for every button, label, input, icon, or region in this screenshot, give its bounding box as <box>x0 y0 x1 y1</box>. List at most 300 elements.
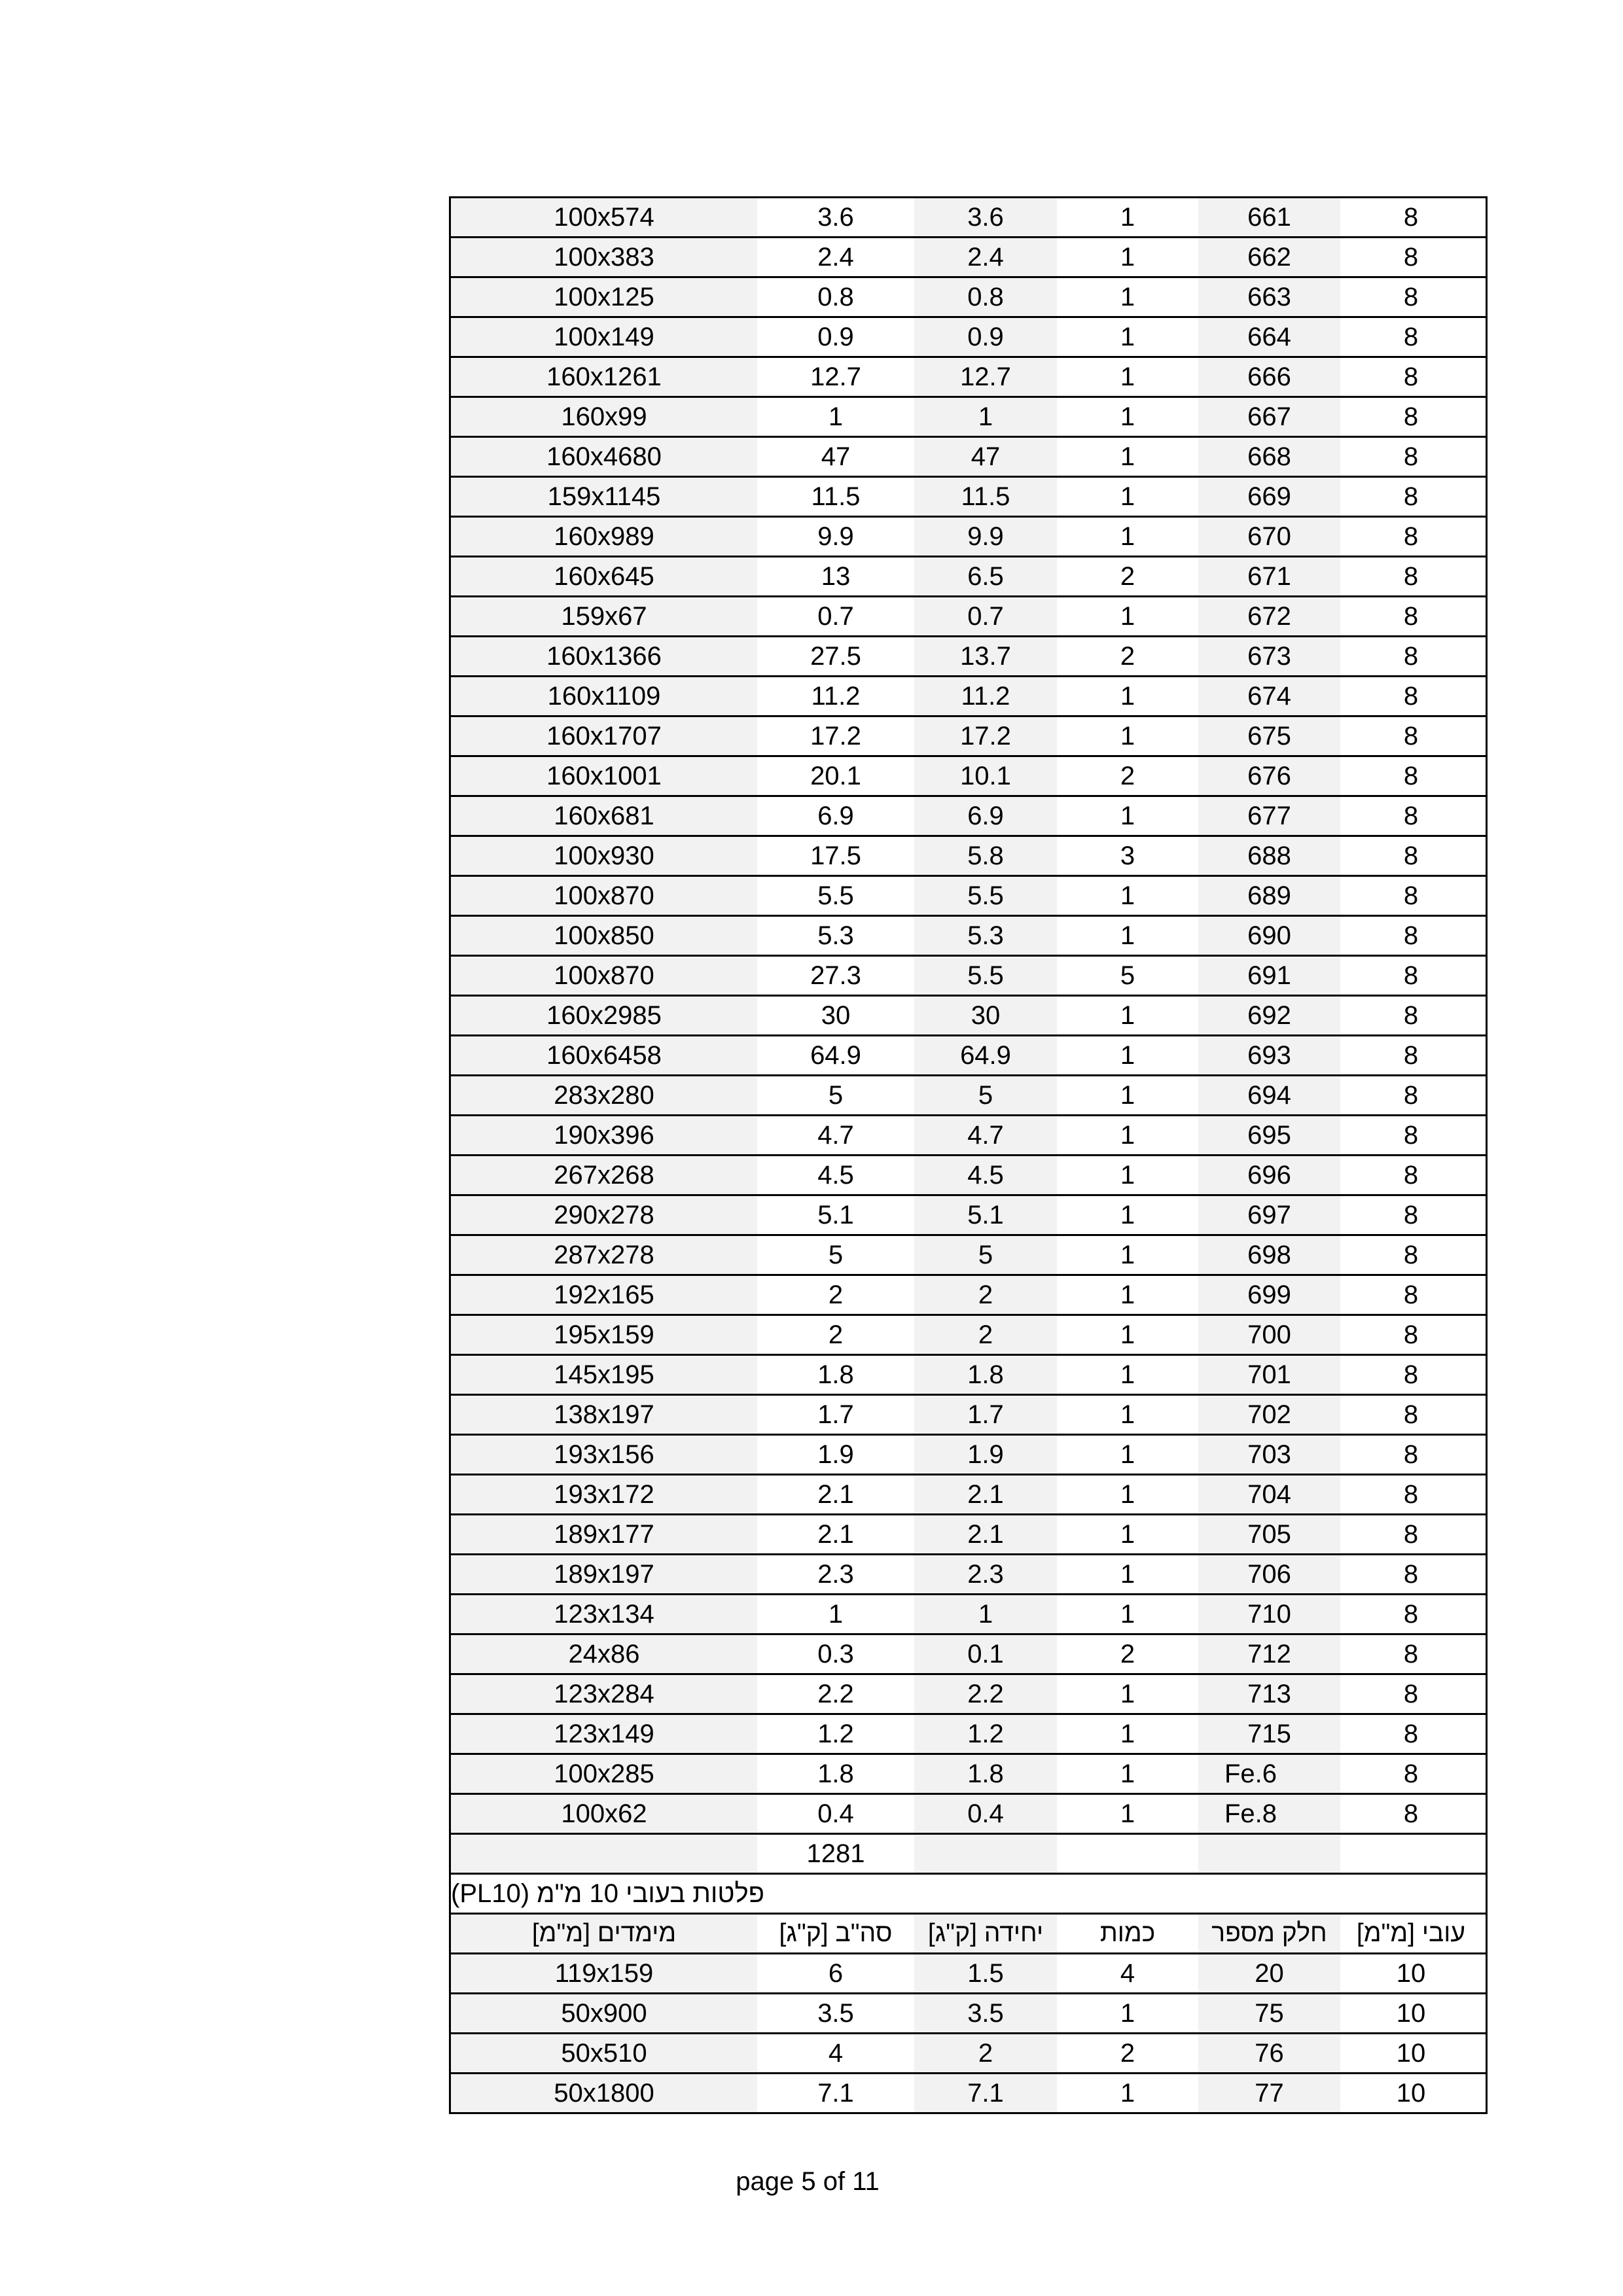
thickness-cell: 10 <box>1396 2038 1426 2068</box>
quantity-cell: 1 <box>1120 1240 1135 1269</box>
thickness-cell: 10 <box>1396 1958 1426 1988</box>
dimensions-cell: 160x989 <box>451 518 757 556</box>
dimensions-cell: 192x165 <box>451 1276 757 1314</box>
table-row <box>451 2034 1486 2074</box>
table-row <box>451 1436 1486 1475</box>
table-row <box>451 198 1486 238</box>
table-row <box>451 1755 1486 1795</box>
table-row <box>451 1236 1486 1276</box>
section-title: פלטות בעובי 10 מ"מ (PL10) <box>451 1879 765 1908</box>
dimensions-cell: 50x510 <box>451 2034 757 2072</box>
total-weight-cell: 47 <box>821 442 851 471</box>
table-row <box>451 637 1486 677</box>
dimensions-cell: 193x172 <box>451 1475 757 1513</box>
dimensions-cell: 123x134 <box>451 1595 757 1633</box>
thickness-cell: 8 <box>1403 721 1419 751</box>
table-row <box>451 1076 1486 1116</box>
table-row <box>451 1795 1486 1835</box>
thickness-cell: 8 <box>1403 921 1419 950</box>
part-number-cell: 661 <box>1198 198 1340 236</box>
total-weight-cell: 64.9 <box>810 1040 861 1070</box>
unit-weight-cell: 2.1 <box>914 1475 1057 1513</box>
quantity-cell: 1 <box>1120 1360 1135 1389</box>
thickness-cell: 8 <box>1403 1160 1419 1190</box>
total-weight-cell: 1 <box>828 1599 844 1629</box>
dimensions-cell: 100x870 <box>451 877 757 915</box>
total-weight-sum: 1281 <box>806 1839 865 1868</box>
total-weight-cell: 1.7 <box>817 1400 854 1429</box>
table-row <box>451 238 1486 278</box>
part-number-cell: 670 <box>1198 518 1340 556</box>
quantity-cell: 1 <box>1120 242 1135 272</box>
thickness-cell: 8 <box>1403 881 1419 910</box>
table-row <box>451 797 1486 837</box>
table-row <box>451 1196 1486 1236</box>
total-weight-cell: 5.1 <box>817 1200 854 1229</box>
part-number-cell: 713 <box>1198 1675 1340 1713</box>
part-number-cell: 689 <box>1198 877 1340 915</box>
dimensions-cell: 119x159 <box>451 1954 757 1992</box>
table-row <box>451 957 1486 997</box>
header-thickness: עובי [מ"מ] <box>1356 1919 1466 1947</box>
part-number-cell: 75 <box>1198 1994 1340 2032</box>
quantity-cell: 1 <box>1120 1120 1135 1150</box>
total-weight-cell: 1.8 <box>817 1360 854 1389</box>
thickness-cell: 10 <box>1396 2078 1426 2108</box>
total-weight-cell: 5 <box>828 1240 844 1269</box>
quantity-cell: 1 <box>1120 1080 1135 1110</box>
unit-weight-cell: 9.9 <box>914 518 1057 556</box>
part-number-cell: 672 <box>1198 597 1340 635</box>
part-number-cell: 77 <box>1198 2074 1340 2112</box>
total-weight-cell: 3.6 <box>817 202 854 232</box>
thickness-cell: 8 <box>1403 601 1419 631</box>
table-row <box>451 318 1486 358</box>
thickness-cell: 8 <box>1403 1000 1419 1030</box>
table-row <box>451 1036 1486 1076</box>
quantity-cell: 1 <box>1120 521 1135 551</box>
dimensions-cell: 160x4680 <box>451 438 757 476</box>
unit-weight-cell: 5.5 <box>914 957 1057 995</box>
unit-weight-cell: 10.1 <box>914 757 1057 795</box>
total-weight-cell: 2.1 <box>817 1479 854 1509</box>
dimensions-cell: 160x645 <box>451 557 757 595</box>
unit-weight-cell: 2.2 <box>914 1675 1057 1713</box>
unit-weight-cell: 11.5 <box>914 478 1057 516</box>
part-number-cell: Fe.6 <box>1198 1755 1340 1793</box>
table-row <box>451 1715 1486 1755</box>
page-number: page 5 of 11 <box>736 2167 880 2196</box>
part-number-cell: 667 <box>1198 398 1340 436</box>
part-number-cell: 710 <box>1198 1595 1340 1633</box>
table-row <box>451 1635 1486 1675</box>
quantity-cell: 1 <box>1120 1479 1135 1509</box>
unit-weight-cell: 5.3 <box>914 917 1057 955</box>
table-row <box>451 677 1486 717</box>
part-number-cell: 664 <box>1198 318 1340 356</box>
unit-weight-cell: 0.8 <box>914 278 1057 316</box>
dimensions-cell: 160x99 <box>451 398 757 436</box>
total-row-blank <box>1198 1835 1340 1873</box>
quantity-cell: 1 <box>1120 721 1135 751</box>
unit-weight-cell: 4.5 <box>914 1156 1057 1194</box>
part-number-cell: 697 <box>1198 1196 1340 1234</box>
total-weight-cell: 2.3 <box>817 1559 854 1589</box>
header-quantity: כמות <box>1099 1919 1156 1947</box>
dimensions-cell: 24x86 <box>451 1635 757 1673</box>
table-row <box>451 1396 1486 1436</box>
total-weight-cell: 11.5 <box>811 482 861 511</box>
part-number-cell: 692 <box>1198 997 1340 1034</box>
dimensions-cell: 189x177 <box>451 1515 757 1553</box>
unit-weight-cell: 6.5 <box>914 557 1057 595</box>
total-weight-cell: 9.9 <box>817 521 854 551</box>
part-number-cell: 715 <box>1198 1715 1340 1753</box>
table-row <box>451 1675 1486 1715</box>
quantity-cell: 2 <box>1120 2038 1135 2068</box>
total-weight-cell: 5 <box>828 1080 844 1110</box>
total-weight-cell: 11.2 <box>811 681 861 711</box>
table-row <box>451 717 1486 757</box>
quantity-cell: 1 <box>1120 1599 1135 1629</box>
total-weight-cell: 3.5 <box>817 1998 854 2028</box>
dimensions-cell: 160x1261 <box>451 358 757 396</box>
part-number-cell: 693 <box>1198 1036 1340 1074</box>
table-row <box>451 877 1486 917</box>
thickness-cell: 8 <box>1403 402 1419 431</box>
table-row <box>451 1515 1486 1555</box>
quantity-cell: 3 <box>1120 841 1135 870</box>
quantity-cell: 1 <box>1120 601 1135 631</box>
total-weight-cell: 5.3 <box>817 921 854 950</box>
quantity-cell: 1 <box>1120 801 1135 830</box>
unit-weight-cell: 30 <box>914 997 1057 1034</box>
unit-weight-cell: 0.7 <box>914 597 1057 635</box>
quantity-cell: 1 <box>1120 921 1135 950</box>
table-row <box>451 1116 1486 1156</box>
table-row <box>451 518 1486 557</box>
thickness-cell: 8 <box>1403 521 1419 551</box>
dimensions-cell: 138x197 <box>451 1396 757 1434</box>
thickness-cell: 8 <box>1403 1240 1419 1269</box>
thickness-cell: 8 <box>1403 322 1419 351</box>
quantity-cell: 4 <box>1120 1958 1135 1988</box>
thickness-cell: 8 <box>1403 1519 1419 1549</box>
thickness-cell: 8 <box>1403 1479 1419 1509</box>
unit-weight-cell: 6.9 <box>914 797 1057 835</box>
total-weight-cell: 6 <box>828 1958 844 1988</box>
thickness-cell: 8 <box>1403 1320 1419 1349</box>
quantity-cell: 1 <box>1120 1719 1135 1748</box>
dimensions-cell: 123x149 <box>451 1715 757 1753</box>
table-row <box>451 1555 1486 1595</box>
unit-weight-cell: 5 <box>914 1236 1057 1274</box>
plates-8mm-rows <box>451 198 1486 1835</box>
thickness-cell: 8 <box>1403 1679 1419 1708</box>
table-row <box>451 1316 1486 1356</box>
dimensions-cell: 100x62 <box>451 1795 757 1833</box>
unit-weight-cell: 1.8 <box>914 1356 1057 1394</box>
thickness-cell: 8 <box>1403 1280 1419 1309</box>
table-row <box>451 278 1486 318</box>
part-number-cell: 671 <box>1198 557 1340 595</box>
total-row <box>451 1835 1486 1875</box>
unit-weight-cell: 5.1 <box>914 1196 1057 1234</box>
part-number-cell: 704 <box>1198 1475 1340 1513</box>
total-weight-cell: 13 <box>821 561 851 591</box>
section-title-row <box>451 1875 1486 1915</box>
unit-weight-cell: 2.3 <box>914 1555 1057 1593</box>
quantity-cell: 5 <box>1120 961 1135 990</box>
dimensions-cell: 100x850 <box>451 917 757 955</box>
unit-weight-cell: 5 <box>914 1076 1057 1114</box>
part-number-cell: 705 <box>1198 1515 1340 1553</box>
total-weight-cell: 17.2 <box>810 721 861 751</box>
quantity-cell: 1 <box>1120 1998 1135 2028</box>
quantity-cell: 1 <box>1120 1200 1135 1229</box>
dimensions-cell: 50x900 <box>451 1994 757 2032</box>
part-number-cell: 694 <box>1198 1076 1340 1114</box>
quantity-cell: 1 <box>1120 881 1135 910</box>
quantity-cell: 1 <box>1120 202 1135 232</box>
thickness-cell: 8 <box>1403 1639 1419 1669</box>
quantity-cell: 1 <box>1120 1040 1135 1070</box>
total-weight-cell: 4.7 <box>817 1120 854 1150</box>
dimensions-cell: 100x285 <box>451 1755 757 1793</box>
part-number-cell: 662 <box>1198 238 1340 276</box>
dimensions-cell: 195x159 <box>451 1316 757 1354</box>
total-weight-cell: 12.7 <box>810 362 861 391</box>
quantity-cell: 1 <box>1120 1000 1135 1030</box>
thickness-cell: 10 <box>1396 1998 1426 2028</box>
quantity-cell: 1 <box>1120 1559 1135 1589</box>
unit-weight-cell: 12.7 <box>914 358 1057 396</box>
thickness-cell: 8 <box>1403 841 1419 870</box>
table-row <box>451 997 1486 1036</box>
quantity-cell: 2 <box>1120 1639 1135 1669</box>
part-number-cell: 677 <box>1198 797 1340 835</box>
part-number-cell: 673 <box>1198 637 1340 675</box>
table-row <box>451 1156 1486 1196</box>
part-number-cell: 700 <box>1198 1316 1340 1354</box>
thickness-cell: 8 <box>1403 801 1419 830</box>
dimensions-cell: 50x1800 <box>451 2074 757 2112</box>
quantity-cell: 1 <box>1120 1759 1135 1788</box>
unit-weight-cell: 2 <box>914 1276 1057 1314</box>
total-weight-cell: 2.2 <box>817 1679 854 1708</box>
quantity-cell: 1 <box>1120 442 1135 471</box>
dimensions-cell: 283x280 <box>451 1076 757 1114</box>
unit-weight-cell: 1.8 <box>914 1755 1057 1793</box>
total-weight-cell: 1.9 <box>817 1439 854 1469</box>
dimensions-cell: 100x930 <box>451 837 757 875</box>
part-number-cell: 706 <box>1198 1555 1340 1593</box>
unit-weight-cell: 2.4 <box>914 238 1057 276</box>
total-weight-cell: 30 <box>821 1000 851 1030</box>
table-row <box>451 478 1486 518</box>
thickness-cell: 8 <box>1403 1599 1419 1629</box>
thickness-cell: 8 <box>1403 641 1419 671</box>
dimensions-cell: 159x67 <box>451 597 757 635</box>
total-weight-cell: 5.5 <box>817 881 854 910</box>
total-weight-cell: 4.5 <box>817 1160 854 1190</box>
unit-weight-cell: 11.2 <box>914 677 1057 715</box>
unit-weight-cell: 0.1 <box>914 1635 1057 1673</box>
unit-weight-cell: 5.8 <box>914 837 1057 875</box>
part-number-cell: 663 <box>1198 278 1340 316</box>
thickness-cell: 8 <box>1403 442 1419 471</box>
unit-weight-cell: 17.2 <box>914 717 1057 755</box>
part-number-cell: 712 <box>1198 1635 1340 1673</box>
part-number-cell: 698 <box>1198 1236 1340 1274</box>
unit-weight-cell: 7.1 <box>914 2074 1057 2112</box>
dimensions-cell: 267x268 <box>451 1156 757 1194</box>
unit-weight-cell: 47 <box>914 438 1057 476</box>
quantity-cell: 1 <box>1120 1679 1135 1708</box>
thickness-cell: 8 <box>1403 961 1419 990</box>
quantity-cell: 1 <box>1120 1439 1135 1469</box>
total-row-blank <box>1340 1835 1482 1873</box>
header-total-weight: סה"ב [ק"ג] <box>779 1919 893 1947</box>
table-row <box>451 1994 1486 2034</box>
table-row <box>451 557 1486 597</box>
plates-10mm-rows <box>451 1954 1486 2114</box>
part-number-cell: 703 <box>1198 1436 1340 1474</box>
quantity-cell: 2 <box>1120 761 1135 790</box>
unit-weight-cell: 0.9 <box>914 318 1057 356</box>
thickness-cell: 8 <box>1403 681 1419 711</box>
unit-weight-cell: 5.5 <box>914 877 1057 915</box>
total-weight-cell: 1.2 <box>817 1719 854 1748</box>
thickness-cell: 8 <box>1403 1360 1419 1389</box>
dimensions-cell: 193x156 <box>451 1436 757 1474</box>
thickness-cell: 8 <box>1403 1080 1419 1110</box>
table-row <box>451 1595 1486 1635</box>
table-row <box>451 398 1486 438</box>
dimensions-cell: 160x1109 <box>451 677 757 715</box>
unit-weight-cell: 3.6 <box>914 198 1057 236</box>
total-weight-cell: 7.1 <box>817 2078 854 2108</box>
total-weight-cell: 4 <box>828 2038 844 2068</box>
dimensions-cell: 145x195 <box>451 1356 757 1394</box>
header-unit-weight: יחידה [ק"ג] <box>914 1915 1057 1952</box>
unit-weight-cell: 2 <box>914 2034 1057 2072</box>
dimensions-cell: 160x1707 <box>451 717 757 755</box>
quantity-cell: 1 <box>1120 482 1135 511</box>
quantity-cell: 1 <box>1120 402 1135 431</box>
total-row-blank <box>451 1835 757 1873</box>
dimensions-cell: 190x396 <box>451 1116 757 1154</box>
part-number-cell: 702 <box>1198 1396 1340 1434</box>
dimensions-cell: 100x125 <box>451 278 757 316</box>
total-weight-cell: 1.8 <box>817 1759 854 1788</box>
part-number-cell: 701 <box>1198 1356 1340 1394</box>
unit-weight-cell: 1.7 <box>914 1396 1057 1434</box>
table-row <box>451 1276 1486 1316</box>
part-number-cell: 669 <box>1198 478 1340 516</box>
thickness-cell: 8 <box>1403 282 1419 311</box>
dimensions-cell: 160x1001 <box>451 757 757 795</box>
quantity-cell: 2 <box>1120 641 1135 671</box>
part-number-cell: 668 <box>1198 438 1340 476</box>
dimensions-cell: 189x197 <box>451 1555 757 1593</box>
total-weight-cell: 0.7 <box>817 601 854 631</box>
dimensions-cell: 160x681 <box>451 797 757 835</box>
dimensions-cell: 160x1366 <box>451 637 757 675</box>
quantity-cell: 1 <box>1120 681 1135 711</box>
table-row <box>451 757 1486 797</box>
table-row <box>451 1356 1486 1396</box>
quantity-cell: 1 <box>1120 1280 1135 1309</box>
thickness-cell: 8 <box>1403 1400 1419 1429</box>
total-weight-cell: 0.3 <box>817 1639 854 1669</box>
header-dimensions: מימדים [מ"מ] <box>451 1915 757 1952</box>
total-weight-cell: 20.1 <box>810 761 861 790</box>
part-number-cell: 20 <box>1198 1954 1340 1992</box>
thickness-cell: 8 <box>1403 1200 1419 1229</box>
part-number-cell: 699 <box>1198 1276 1340 1314</box>
thickness-cell: 8 <box>1403 761 1419 790</box>
table-row <box>451 597 1486 637</box>
dimensions-cell: 100x383 <box>451 238 757 276</box>
total-row-blank <box>914 1835 1057 1873</box>
quantity-cell: 1 <box>1120 1160 1135 1190</box>
dimensions-cell: 100x870 <box>451 957 757 995</box>
quantity-cell: 1 <box>1120 1400 1135 1429</box>
unit-weight-cell: 0.4 <box>914 1795 1057 1833</box>
dimensions-cell: 159x1145 <box>451 478 757 516</box>
dimensions-cell: 160x6458 <box>451 1036 757 1074</box>
unit-weight-cell: 2.1 <box>914 1515 1057 1553</box>
unit-weight-cell: 3.5 <box>914 1994 1057 2032</box>
part-number-cell: 688 <box>1198 837 1340 875</box>
thickness-cell: 8 <box>1403 242 1419 272</box>
thickness-cell: 8 <box>1403 561 1419 591</box>
page-footer <box>0 2167 1623 2197</box>
total-row-blank <box>1057 1835 1198 1873</box>
quantity-cell: 1 <box>1120 1799 1135 1828</box>
part-number-cell: 691 <box>1198 957 1340 995</box>
quantity-cell: 1 <box>1120 322 1135 351</box>
part-number-cell: 674 <box>1198 677 1340 715</box>
total-weight-cell: 2 <box>828 1320 844 1349</box>
total-weight-cell: 27.5 <box>810 641 861 671</box>
part-number-cell: 690 <box>1198 917 1340 955</box>
unit-weight-cell: 1 <box>914 398 1057 436</box>
quantity-cell: 2 <box>1120 561 1135 591</box>
table-row <box>451 1954 1486 1994</box>
part-number-cell: 675 <box>1198 717 1340 755</box>
parts-table <box>449 196 1488 2114</box>
part-number-cell: 76 <box>1198 2034 1340 2072</box>
thickness-cell: 8 <box>1403 1759 1419 1788</box>
thickness-cell: 8 <box>1403 362 1419 391</box>
total-weight-cell: 1 <box>828 402 844 431</box>
table-row <box>451 358 1486 398</box>
thickness-cell: 8 <box>1403 1559 1419 1589</box>
table-row <box>451 917 1486 957</box>
total-weight-cell: 0.8 <box>817 282 854 311</box>
header-row <box>451 1915 1486 1954</box>
thickness-cell: 8 <box>1403 1799 1419 1828</box>
total-weight-cell: 2.1 <box>817 1519 854 1549</box>
quantity-cell: 1 <box>1120 1320 1135 1349</box>
quantity-cell: 1 <box>1120 1519 1135 1549</box>
part-number-cell: 696 <box>1198 1156 1340 1194</box>
unit-weight-cell: 1 <box>914 1595 1057 1633</box>
part-number-cell: 676 <box>1198 757 1340 795</box>
total-weight-cell: 0.4 <box>817 1799 854 1828</box>
